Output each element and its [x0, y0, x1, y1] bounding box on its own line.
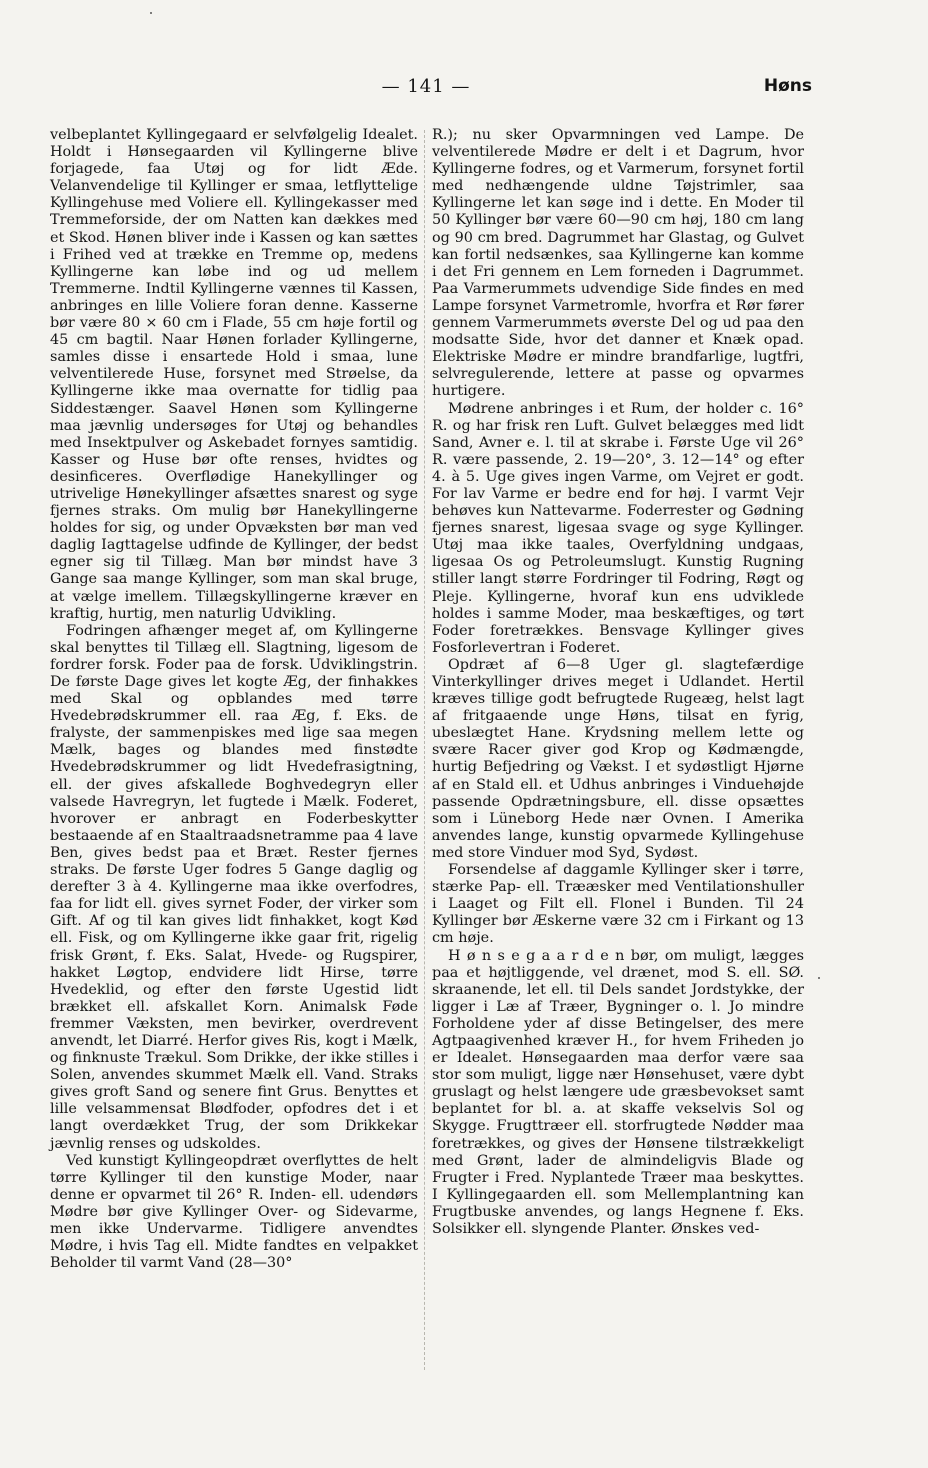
paragraph: Mødrene anbringes i et Rum, der holder c. 16° R. og har frisk ren Luft. Gulvet belægges med lidt Sand, Avner e. l. til at skrabe i. Første Uge vil 26° R. være passende, 2. 19—20°, 3. 12—14° og efter 4. à 5. Uge gives ingen Varme, om Vejret er godt. For lav Varme er bedre end for høj. I varmt Vejr behøves kun Nattevarme. Foderrester og Gødning fjernes snarest, ligesaa svage og syge Kyllinger. Utøj maa ikke taales, Overfyldning undgaas, ligesaa Os og Petroleumslugt. Kunstig Rugning stiller langt større Fordringer til Fodring, Røgt og Pleje. Kyllingerne, hvoraf kun ens udviklede holdes i samme Moder, maa beskæftiges, og tørt Foder foretrækkes. Bensvage Kyllinger gives Fosforlevertran i Foderet.: [432, 400, 804, 656]
paragraph: H ø n s e g a a r d e n bør, om muligt, lægges paa et højtliggende, vel drænet, mod S. ell. SØ. skraanende, let ell. til Dels sandet Jordstykke, der ligger i Læ af Træer, Bygninger o. l. Jo mindre Forholdene yder af disse Betingelser, des mere Agtpaagivenhed kræver H., for hvem Friheden jo er Idealet. Hønsegaarden maa derfor være saa stor som muligt, ligge nær Hønsehuset, være dybt gruslagt og helst længere ude græsbevokset samt beplantet for bl. a. at skaffe vekselvis Sol og Skygge. Frugttræer ell. storfrugtede Nødder maa foretrækkes, og gives der Hønsene tilstrækkeligt med Grønt, lader de almindeligvis Blade og Frugter i Fred. Nyplantede Træer maa beskyttes. I Kyllingegaarden ell. som Mellemplantning kan Frugtbuske anvendes, og langs Hegnene f. Eks. Solsikker ell. slyngende Planter. Ønskes ved-: [432, 947, 804, 1237]
paragraph: Opdræt af 6—8 Uger gl. slagtefærdige Vinterkyllinger drives meget i Udlandet. Hertil kræves tillige godt befrugtede Rugeæg, helst lagt af fritgaaende unge Høns, tilsat en fyrig, ubeslægtet Hane. Krydsning mellem lette og svære Racer giver god Krop og Kødmængde, hurtig Befjedring og Vækst. I et sydøstligt Hjørne af en Stald ell. et Udhus anbringes i Vinduehøjde passende Opdrætningsbure, ell. disse opsættes som i Lüneborg Hede nær Ovnen. I Amerika anvendes lange, kunstig opvarmede Kyllingehuse med store Vinduer mod Syd, Sydøst.: [432, 656, 804, 861]
paragraph: velbeplantet Kyllingegaard er selvfølgelig Idealet. Holdt i Hønsegaarden vil Kyllingerne blive forjagede, faa Utøj og for lidt Æde. Velanvendelige til Kyllinger er smaa, letflyttelige Kyllingehuse med Voliere ell. Kyllingekasser med Tremmeforside, der om Natten kan dækkes med et Skod. Hønen bliver inde i Kassen og kan sættes i Frihed ved at trække en Tremme op, medens Kyllingerne kan løbe ind og ud mellem Tremmerne. Indtil Kyllingerne vænnes til Kassen, anbringes en lille Voliere foran denne. Kasserne bør være 80 × 60 cm i Flade, 55 cm høje fortil og 45 cm bagtil. Naar Hønen forlader Kyllingerne, samles disse i ensartede Hold i smaa, lune velventilerede Huse, forsynet med Strøelse, da Kyllingerne ikke maa overnatte for tidlig paa Siddestænger. Saavel Hønen som Kyllingerne maa jævnlig undersøges for Utøj og behandles med Insektpulver og Askebadet fornyes samtidig. Kasser og Huse bør ofte renses, hvidtes og desinficeres. Overflødige Hanekyllinger og utrivelige Hønekyllinger afsættes snarest og syge fjernes straks. Om mulig bør Hanekyllingerne holdes for sig, og under Opvæksten bør man ved daglig Iagttagelse udfinde de Kyllinger, der bedst egner sig til Tillæg. Man bør mindst have 3 Gange saa mange Kyllinger, som man skal bruge, at vælge imellem. Tillægskyllingerne kræver en kraftig, hurtig, men naturlig Udvikling.: [50, 127, 418, 622]
page-number: — 141 —: [381, 76, 471, 97]
right-column: [432, 127, 804, 1238]
paragraph: R.); nu sker Opvarmningen ved Lampe. De velventilerede Mødre er delt i et Dagrum, hvor Kyllingerne fodres, og et Varmerum, forsynet fortil med nedhængende uldne Tøjstrimler, saa Kyllingerne let kan søge ind i dette. En Moder til 50 Kyllinger bør være 60—90 cm høj, 180 cm lang og 90 cm bred. Dagrummet har Glastag, og Gulvet kan fortil nedsænkes, saa Kyllingerne kan komme i det Fri gennem en Lem forneden i Dagrummet. Paa Varmerummets udvendige Side findes en med Lampe forsynet Varmetromle, hvorfra et Rør fører gennem Varmerummets øverste Del og ud paa den modsatte Side, hvor det danner et Knæk opad. Elektriske Mødre er mindre brandfarlige, lugtfri, selvregulerende, lettere at passe og opvarmes hurtigere.: [432, 127, 804, 400]
paragraph: Ved kunstigt Kyllingeopdræt overflyttes de helt tørre Kyllinger til den kunstige Moder, naar denne er opvarmet til 26° R. Inden- ell. udendørs Mødre bør give Kyllinger Over- og Sidevarme, men ikke Undervarme. Tidligere anvendtes Mødre, i hvis Tag ell. Midte fandtes en velpakket Beholder til varmt Vand (28—30°: [50, 1152, 418, 1272]
print-speck: [818, 977, 820, 979]
print-speck: [150, 12, 152, 14]
page-header: [0, 76, 928, 106]
section-title: Høns: [763, 76, 812, 96]
column-divider: [424, 130, 425, 1370]
left-column: [50, 127, 418, 1272]
paragraph: Forsendelse af daggamle Kyllinger sker i tørre, stærke Pap- ell. Trææsker med Ventilationshuller i Laaget og Filt ell. Flonel i Bunden. Til 24 Kyllinger bør Æskerne være 32 cm i Firkant og 13 cm høje.: [432, 862, 804, 947]
paragraph: Fodringen afhænger meget af, om Kyllingerne skal benyttes til Tillæg ell. Slagtning, ligesom de fordrer forsk. Foder paa de forsk. Udviklingstrin. De første Dage gives let kogte Æg, der finhakkes med Skal og opblandes med tørre Hvedebrødskrummer ell. raa Æg, f. Eks. de fralyste, der sammenpiskes med lige saa megen Mælk, bages og blandes med finstødte Hvedebrødskrummer og lidt Hvedefrasigtning, ell. der gives afskallede Boghvedegryn eller valsede Havregryn, let fugtede i Mælk. Foderet, hvorover er anbragt en Foderbeskytter bestaaende af en Staaltraadsnetramme paa 4 lave Ben, gives bedst paa et Bræt. Rester fjernes straks. De første Uger fodres 5 Gange daglig og derefter 3 à 4. Kyllingerne maa ikke overfodres, faa for lidt ell. gives syrnet Foder, der virker som Gift. Af og til kan gives lidt finhakket, kogt Kød ell. Fisk, og om Kyllingerne ikke gaar frit, rigelig frisk Grønt, f. Eks. Salat, Hvede- og Rugspirer, hakket Løgtop, endvidere lidt Hirse, tørre Hvedeklid, og efter den første Ugestid lidt brækket ell. afskallet Korn. Animalsk Føde fremmer Væksten, men bevirker, overdrevent anvendt, let Diarré. Herfor gives Ris, kogt i Mælk, og finknuste Trækul. Som Drikke, der ikke stilles i Solen, anvendes skummet Mælk ell. Vand. Straks gives groft Sand og senere fint Grus. Benyttes et lille velsammensat Blødfoder, opfodres det i et langt overdækket Trug, der som Drikkekar jævnlig renses og udskoldes.: [50, 622, 418, 1152]
